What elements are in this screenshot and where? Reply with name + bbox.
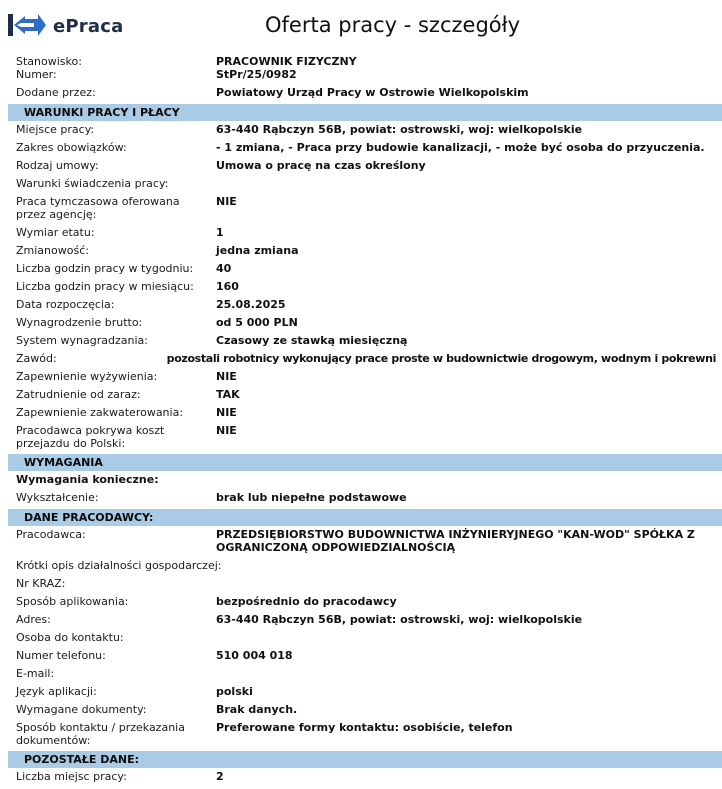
detail-row xyxy=(0,226,722,244)
row-value: bezpośrednio do pracodawcy xyxy=(216,595,397,608)
detail-row xyxy=(0,703,722,721)
row-label: Język aplikacji: xyxy=(16,685,97,698)
detail-row xyxy=(0,195,722,226)
row-label: Wynagrodzenie brutto: xyxy=(16,316,143,329)
row-label: Nr KRAZ: xyxy=(16,577,66,590)
row-label: Numer: xyxy=(16,68,57,81)
row-label: Wymagane dokumenty: xyxy=(16,703,147,716)
row-label: Praca tymczasowa oferowana przez agencję: xyxy=(16,195,180,221)
detail-row xyxy=(0,406,722,424)
row-label: Sposób kontaktu / przekazania dokumentów: xyxy=(16,721,185,747)
row-value: Czasowy ze stawką miesięczną xyxy=(216,334,408,347)
row-value: Preferowane formy kontaktu: osobiście, telefon xyxy=(216,721,513,734)
row-value: PRZEDSIĘBIORSTWO BUDOWNICTWA INŻYNIERYJNEGO "KAN-WOD" SPÓŁKA Z OGRANICZONĄ ODPOWIEDZIALNOŚCIĄ xyxy=(216,528,695,554)
row-value: Powiatowy Urząd Pracy w Ostrowie Wielkopolskim xyxy=(216,86,529,99)
row-label: Stanowisko: xyxy=(16,55,82,68)
detail-row-dodane-przez xyxy=(0,86,722,102)
row-value: StPr/25/0982 xyxy=(216,68,297,81)
epraca-logo-icon xyxy=(8,14,46,36)
row-label: Pracodawca pokrywa koszt przejazdu do Polski: xyxy=(16,424,165,450)
row-label: Zawód: xyxy=(16,352,57,365)
row-value: 1 xyxy=(216,226,224,239)
detail-row xyxy=(0,595,722,613)
detail-row xyxy=(0,123,722,141)
row-label: Zapewnienie wyżywienia: xyxy=(16,370,158,383)
row-label: Krótki opis działalności gospodarczej: xyxy=(16,559,222,572)
row-value: pozostali robotnicy wykonujący prace proste w budownictwie drogowym, wodnym i pokrewni xyxy=(166,352,716,365)
row-label: Zapewnienie zakwaterowania: xyxy=(16,406,184,419)
row-label: Liczba godzin pracy w miesiącu: xyxy=(16,280,194,293)
row-value: 63-440 Rąbczyn 56B, powiat: ostrowski, woj: wielkopolskie xyxy=(216,613,583,626)
row-label: Adres: xyxy=(16,613,51,626)
logo-text: ePraca xyxy=(53,16,124,37)
detail-row xyxy=(0,298,722,316)
row-value: polski xyxy=(216,685,253,698)
row-value: NIE xyxy=(216,195,237,208)
detail-row xyxy=(0,370,722,388)
detail-row xyxy=(0,528,722,559)
row-value: - 1 zmiana, - Praca przy budowie kanalizacji, - może być osoba do przyuczenia. xyxy=(216,141,705,154)
row-value: NIE xyxy=(216,424,237,437)
row-label: Rodzaj umowy: xyxy=(16,159,99,172)
detail-row xyxy=(0,667,722,685)
detail-row xyxy=(0,141,722,159)
page-header xyxy=(0,0,722,50)
row-value: TAK xyxy=(216,388,240,401)
row-label: Data rozpoczęcia: xyxy=(16,298,115,311)
row-value: 510 004 018 xyxy=(216,649,293,662)
detail-row xyxy=(0,649,722,667)
detail-row xyxy=(0,685,722,703)
row-label: System wynagradzania: xyxy=(16,334,148,347)
row-label: Warunki świadczenia pracy: xyxy=(16,177,169,190)
section-header-pozostale: POZOSTAŁE DANE: xyxy=(8,751,722,768)
detail-row xyxy=(0,577,722,595)
row-label: Osoba do kontaktu: xyxy=(16,631,124,644)
row-value: Brak danych. xyxy=(216,703,298,716)
detail-row xyxy=(0,491,722,507)
row-value: NIE xyxy=(216,406,237,419)
row-value: od 5 000 PLN xyxy=(216,316,298,329)
row-value: 2 xyxy=(216,770,224,783)
section-header-warunki: WARUNKI PRACY I PŁACY xyxy=(8,104,722,121)
page-title: Oferta pracy - szczegóły xyxy=(265,13,521,37)
detail-row xyxy=(0,770,722,786)
row-value: 160 xyxy=(216,280,239,293)
row-label: Zatrudnienie od zaraz: xyxy=(16,388,141,401)
row-label: Miejsce pracy: xyxy=(16,123,95,136)
detail-row xyxy=(0,388,722,406)
row-label: Liczba godzin pracy w tygodniu: xyxy=(16,262,194,275)
row-value: 25.08.2025 xyxy=(216,298,286,311)
detail-row xyxy=(0,631,722,649)
detail-row xyxy=(0,262,722,280)
row-value: brak lub niepełne podstawowe xyxy=(216,491,407,504)
detail-row-numer xyxy=(0,68,722,86)
detail-row xyxy=(0,721,722,749)
detail-row-stanowisko xyxy=(0,50,722,68)
subsection-title: Wymagania konieczne: xyxy=(16,473,159,486)
row-label: Zmianowość: xyxy=(16,244,89,257)
row-value: 40 xyxy=(216,262,232,275)
row-label: Numer telefonu: xyxy=(16,649,106,662)
detail-row xyxy=(0,177,722,195)
row-label: Zakres obowiązków: xyxy=(16,141,127,154)
detail-row xyxy=(0,352,722,370)
row-label: Pracodawca: xyxy=(16,528,86,541)
offer-details xyxy=(0,50,722,786)
detail-row xyxy=(0,559,722,577)
row-label: Wykształcenie: xyxy=(16,491,99,504)
detail-row xyxy=(0,316,722,334)
detail-row xyxy=(0,424,722,452)
detail-row xyxy=(0,159,722,177)
section-header-pracodawca: DANE PRACODAWCY: xyxy=(8,509,722,526)
detail-row xyxy=(0,280,722,298)
row-label: Sposób aplikowania: xyxy=(16,595,129,608)
row-label: Wymiar etatu: xyxy=(16,226,95,239)
section-header-wymagania: WYMAGANIA xyxy=(8,454,722,471)
row-value: 63-440 Rąbczyn 56B, powiat: ostrowski, woj: wielkopolskie xyxy=(216,123,583,136)
row-label: Dodane przez: xyxy=(16,86,96,99)
row-label: E-mail: xyxy=(16,667,55,680)
detail-row xyxy=(0,613,722,631)
detail-row xyxy=(0,244,722,262)
row-value: PRACOWNIK FIZYCZNY xyxy=(216,55,357,68)
row-value: Umowa o pracę na czas określony xyxy=(216,159,426,172)
row-value: NIE xyxy=(216,370,237,383)
detail-row xyxy=(0,334,722,352)
row-label: Liczba miejsc pracy: xyxy=(16,770,127,783)
row-value: jedna zmiana xyxy=(216,244,299,257)
epraca-logo[interactable] xyxy=(8,13,123,41)
